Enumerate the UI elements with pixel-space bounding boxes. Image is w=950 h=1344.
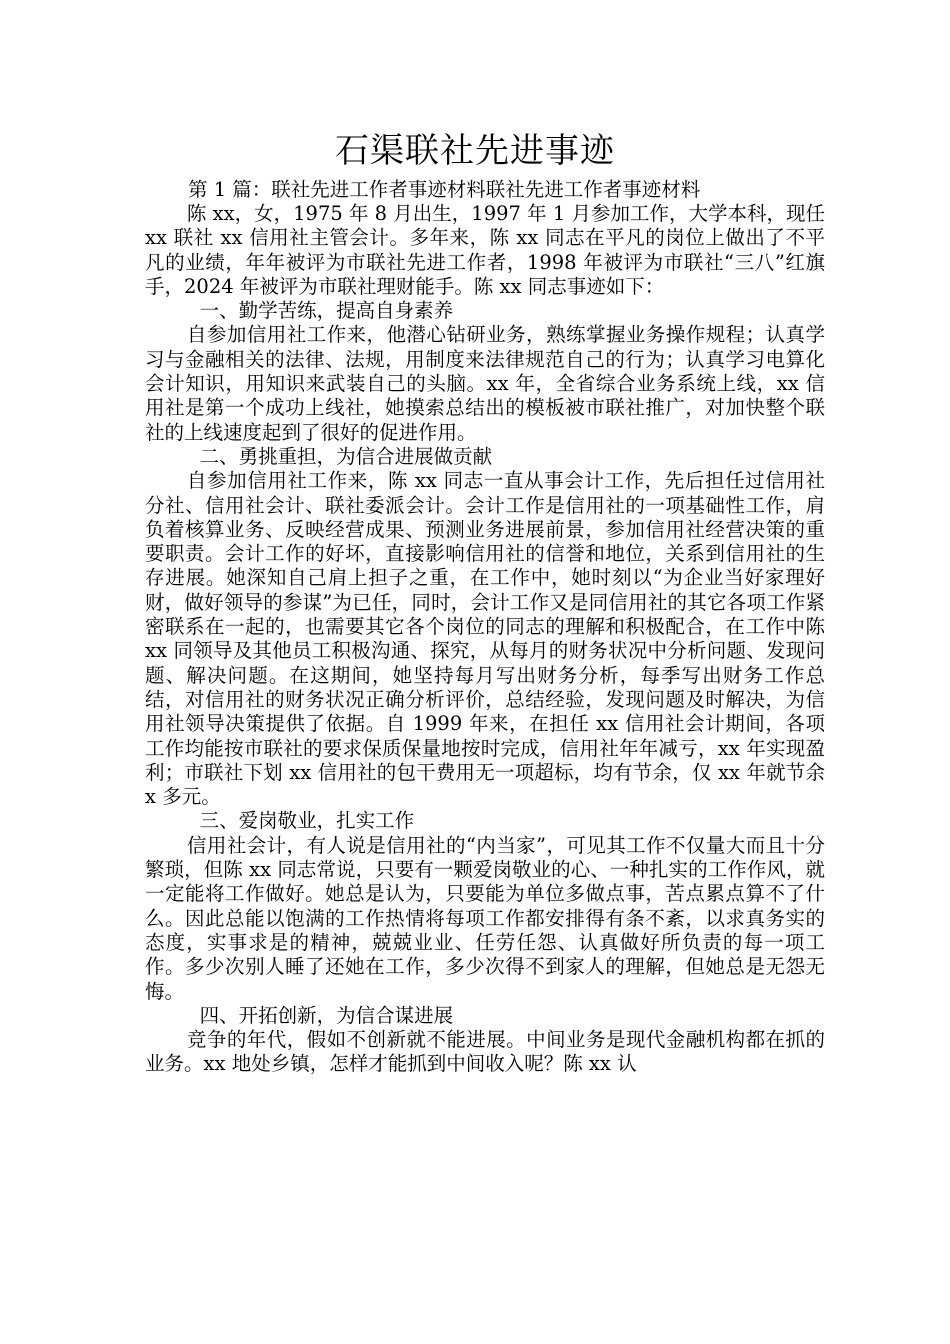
section-paragraph-4: 竞争的年代，假如不创新就不能进展。中间业务是现代金融机构都在抓的业务。xx 地处乡镇，怎样才能抓到中间收入呢？陈 xx 认	[145, 1028, 825, 1076]
document-body	[145, 202, 825, 1077]
document-title: 石渠联社先进事迹	[335, 131, 615, 171]
section-paragraph-3: 信用社会计，有人说是信用社的“内当家”，可见其工作不仅量大而且十分繁琐，但陈 xx 同志常说，只要有一颗爱岗敬业的心、一种扎实的工作作风，就一定能将工作做好。她总是认为，只要能为单位多做点事，苦点累点算不了什么。因此总能以饱满的工作热情将每项工作都安排得有条不紊，以求真务实的态度，实事求是的精神，兢兢业业、任劳任怨、认真做好所负责的每一项工作。多少次别人睡了还她在工作，多少次得不到家人的理解，但她总是无怨无悔。	[145, 833, 825, 1003]
intro-paragraph: 陈 xx，女，1975 年 8 月出生，1997 年 1 月参加工作，大学本科，现任 xx 联社 xx 信用社主管会计。多年来，陈 xx 同志在平凡的岗位上做出了不平凡的业绩，年年被评为市联社先进工作者，1998 年被评为市联社“三八”红旗手，2024 年被评为市联社理财能手。陈 xx 同志事迹如下：	[145, 202, 825, 298]
document-subtitle: 第 1 篇：联社先进工作者事迹材料联社先进工作者事迹材料	[188, 178, 701, 201]
section-heading-2: 二、勇挑重担，为信合进展做贡献	[199, 444, 493, 468]
section-heading-3: 三、爱岗敬业，扎实工作	[199, 809, 415, 833]
section-heading-4: 四、开拓创新，为信合谋进展	[199, 1003, 454, 1027]
section-paragraph-1: 自参加信用社工作来，他潜心钻研业务，熟练掌握业务操作规程；认真学习与金融相关的法律、法规，用制度来法律规范自己的行为；认真学习电算化会计知识，用知识来武装自己的头脑。xx 年，全省综合业务系统上线，xx 信用社是第一个成功上线社，她摸索总结出的模板被市联社推广，对加快整个联社的上线速度起到了很好的促进作用。	[145, 323, 825, 444]
section-heading-1: 一、勤学苦练，提高自身素养	[199, 299, 454, 323]
section-paragraph-2: 自参加信用社工作来，陈 xx 同志一直从事会计工作，先后担任过信用社分社、信用社会计、联社委派会计。会计工作是信用社的一项基础性工作，肩负着核算业务、反映经营成果、预测业务进展前景，参加信用社经营决策的重要职责。会计工作的好坏，直接影响信用社的信誉和地位，关系到信用社的生存进展。她深知自己肩上担子之重，在工作中，她时刻以“为企业当好家理好财，做好领导的参谋”为已任，同时，会计工作又是同信用社的其它各项工作紧密联系在一起的，也需要其它各个岗位的同志的理解和积极配合，在工作中陈 xx 同领导及其他员工积极沟通、探究，从每月的财务状况中分析问题、发现问题、解决问题。在这期间，她坚持每月写出财务分析，每季写出财务工作总结，对信用社的财务状况正确分析评价，总结经验，发现问题及时解决，为信用社领导决策提供了依据。自 1999 年来，在担任 xx 信用社会计期间，各项工作均能按市联社的要求保质保量地按时完成，信用社年年减亏，xx 年实现盈利；市联社下划 xx 信用社的包干费用无一项超标，均有节余，仅 xx 年就节余 x 多元。	[145, 469, 825, 809]
